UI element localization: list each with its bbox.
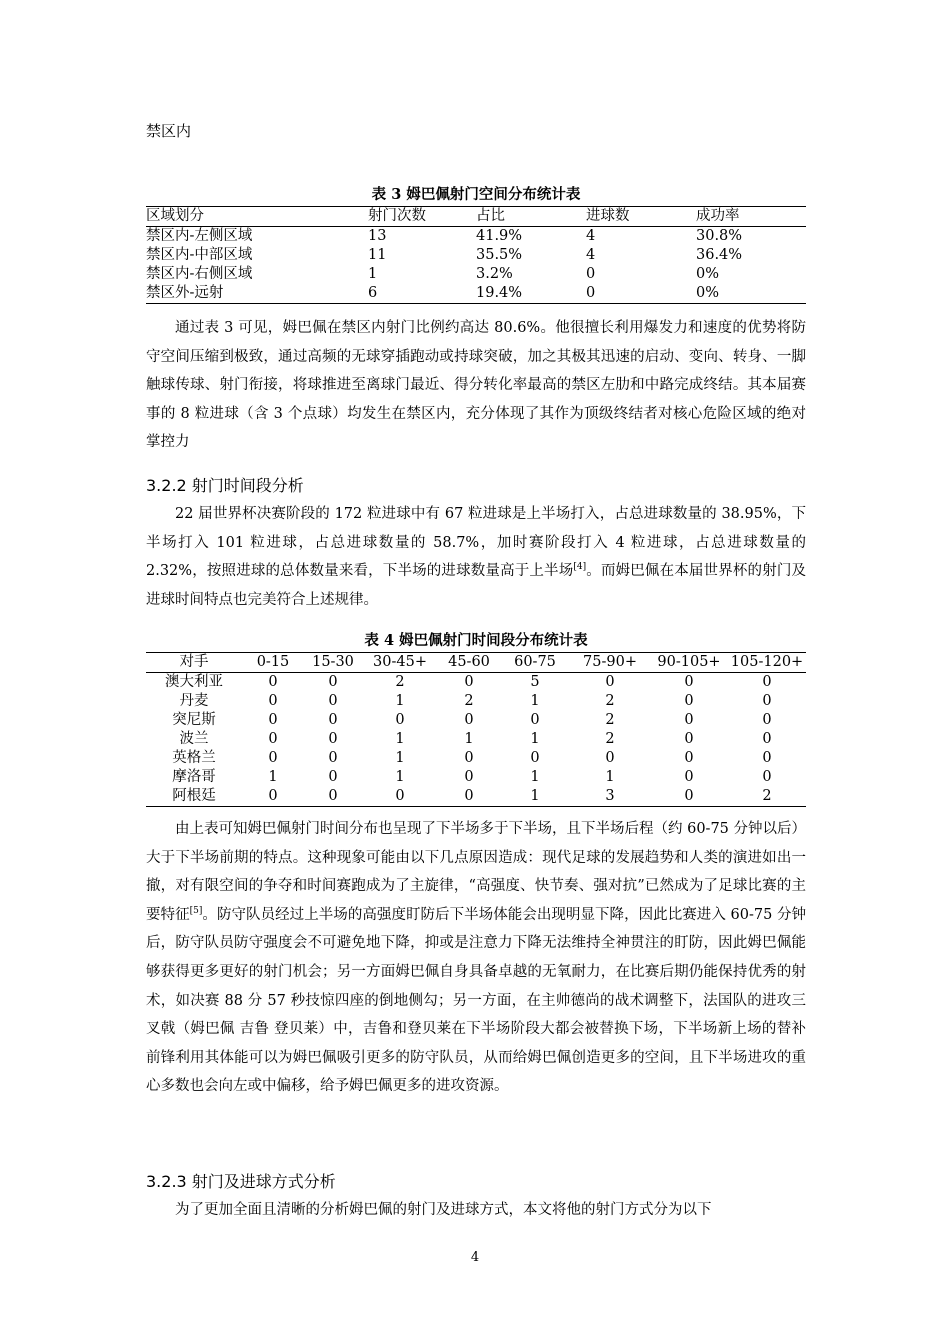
table-cell: 0	[362, 787, 438, 807]
table-cell: 禁区内-中部区域	[146, 247, 253, 263]
table-cell: 2	[605, 712, 615, 728]
table-row	[146, 227, 806, 247]
table-cell: 11	[368, 247, 387, 263]
table-cell: 0	[464, 712, 474, 728]
table-cell: 0	[438, 787, 500, 807]
table-cell: 阿根廷	[146, 787, 242, 807]
table3-caption: 表 3 姆巴佩射门空间分布统计表	[371, 186, 581, 203]
table4-header-row	[146, 653, 806, 673]
table-cell: 1	[500, 787, 570, 807]
table-cell: 0	[268, 693, 278, 709]
table-cell: 澳大利亚	[165, 674, 223, 690]
table-cell: 2	[728, 787, 806, 807]
table-cell: 摩洛哥	[172, 769, 216, 785]
table-cell: 0	[328, 712, 338, 728]
table-cell: 禁区内-右侧区域	[146, 266, 253, 282]
paragraph-3-tail: 。防守队员经过上半场的高强度盯防后下半场体能会出现明显下降，因此比赛进入 60-75 分钟后，防守队员防守强度会不可避免地下降，抑或是注意力下降无法维持全神贯注的盯防，因此姆巴佩能够获得更多更好的射门机会；另一方面姆巴佩自身具备卓越的无氧耐力，在比赛后期仍能保持优秀的射术，如决赛 88 分 57 秒技惊四座的倒地侧勾；另一方面，在主帅德尚的战术调整下，法国队的进攻三叉戟（姆巴佩 吉鲁 登贝莱）中，吉鲁和登贝莱在下半场阶段大都会被替换下场，下半场新上场的替补前锋利用其体能可以为姆巴佩吸引更多的防守队员，从而给姆巴佩创造更多的空间，且下半场进攻的重心多数也会向左或中偏移，给予姆巴佩更多的进攻资源。	[146, 906, 807, 1095]
table-cell: 41.9%	[476, 228, 523, 244]
table4-header-cell: 对手	[146, 653, 242, 673]
table-cell: 0	[684, 750, 694, 766]
table-cell: 英格兰	[172, 750, 216, 766]
table-cell: 0	[464, 674, 474, 690]
table-cell: 0	[684, 731, 694, 747]
table-cell: 0	[762, 769, 772, 785]
table-row	[146, 246, 806, 265]
table-cell: 0	[530, 712, 540, 728]
table4-header-cell: 45-60	[438, 653, 500, 673]
paragraph-2-text: 22 届世界杯决赛阶段的 172 粒进球中有 67 粒进球是上半场打入，占总进球数量的 38.95%，下半场打入 101 粒进球，占总进球数量的 58.7%，加时赛阶段打入 4 粒进球，占总进球数量的 2.32%，按照进球的总体数量来看，下半场的进球数量高于上半场	[146, 506, 806, 580]
table-cell: 2	[605, 731, 615, 747]
paragraph-4: 为了更加全面且清晰的分析姆巴佩的射门及进球方式，本文将他的射门方式分为以下	[175, 1202, 712, 1218]
table-row	[146, 284, 806, 304]
table-cell: 0	[586, 266, 596, 282]
table-cell: 0	[605, 674, 615, 690]
table-cell: 禁区外-远射	[146, 284, 368, 304]
table-cell: 5	[530, 674, 540, 690]
table4-header-cell: 15-30	[304, 653, 362, 673]
table3-header-cell: 占比	[476, 207, 586, 227]
table-cell: 0	[395, 712, 405, 728]
table-cell: 0	[268, 731, 278, 747]
table-cell: 0	[762, 712, 772, 728]
table-cell: 0	[762, 693, 772, 709]
table-cell: 0	[268, 674, 278, 690]
table-cell: 1	[395, 750, 405, 766]
paragraph-3-text: 由上表可知姆巴佩射门时间分布也呈现了下半场多于下半场，且下半场后程（约 60-75 分钟以后）大于下半场前期的特点。这种现象可能由以下几点原因造成：现代足球的发展趋势和人类的演进如出一撤，对有限空间的争夺和时间赛跑成为了主旋律，“高强度、快节奏、强对抗”已然成为了足球比赛的主要特征	[146, 821, 807, 923]
table-cell: 35.5%	[476, 247, 523, 263]
table-cell: 0	[684, 693, 694, 709]
table-cell: 0	[586, 284, 696, 304]
table4-caption: 表 4 姆巴佩射门时间段分布统计表	[364, 632, 588, 649]
table-cell: 0	[268, 750, 278, 766]
table-cell: 3.2%	[476, 266, 513, 282]
table-cell: 0	[762, 674, 772, 690]
table4-header-cell: 75-90+	[570, 653, 650, 673]
table-cell: 0	[684, 674, 694, 690]
table-cell: 0	[328, 750, 338, 766]
table4-header-cell: 105-120+	[728, 653, 806, 673]
table-cell: 1	[395, 693, 405, 709]
table-cell: 0	[762, 731, 772, 747]
table-cell: 0	[464, 769, 474, 785]
paragraph-2-tail: 。而姆巴佩在本届世界杯的射门及进球时间特点也完美符合上述规律。	[146, 563, 807, 608]
table-cell: 波兰	[179, 731, 209, 747]
table-row	[146, 749, 806, 768]
table-cell: 3	[570, 787, 650, 807]
page-number: 4	[470, 1250, 480, 1265]
table4-header-cell: 0-15	[242, 653, 304, 673]
table3-header-cell: 区域划分	[146, 207, 368, 227]
table-cell: 0	[650, 787, 728, 807]
table-cell: 0	[530, 750, 540, 766]
table-cell: 突尼斯	[172, 712, 216, 728]
table-cell: 4	[586, 228, 596, 244]
table-cell: 1	[268, 769, 278, 785]
table-cell: 6	[368, 284, 476, 304]
table-cell: 1	[530, 769, 540, 785]
table4-header-cell: 30-45+	[362, 653, 438, 673]
table-cell: 1	[530, 693, 540, 709]
table-row	[146, 768, 806, 787]
table-row	[146, 265, 806, 284]
table-cell: 0%	[696, 266, 720, 282]
table-cell: 1	[395, 731, 405, 747]
table-cell: 1	[395, 769, 405, 785]
table-cell: 4	[586, 247, 596, 263]
table-cell: 0	[268, 712, 278, 728]
table3-header-row	[146, 207, 806, 227]
table-cell: 0	[328, 674, 338, 690]
table-cell: 13	[368, 228, 387, 244]
table-cell: 0	[304, 787, 362, 807]
table-cell: 0	[328, 693, 338, 709]
table-cell: 0%	[696, 284, 806, 304]
table-cell: 30.8%	[696, 228, 743, 244]
citation-ref-5: [5]	[189, 905, 203, 916]
paragraph-3	[146, 815, 806, 1101]
table-cell: 1	[464, 731, 474, 747]
table-cell: 1	[530, 731, 540, 747]
table-row	[146, 711, 806, 730]
citation-ref-4: [4]	[573, 562, 587, 573]
table-cell: 0	[328, 769, 338, 785]
table-cell: 2	[605, 693, 615, 709]
section-heading-3-2-2: 3.2.2 射门时间段分析	[146, 476, 304, 495]
table-cell: 1	[605, 769, 615, 785]
table-cell: 0	[762, 750, 772, 766]
table4-header-cell: 90-105+	[650, 653, 728, 673]
table3-header-cell: 进球数	[586, 207, 696, 227]
paragraph-1: 通过表 3 可见，姆巴佩在禁区内射门比例约高达 80.6%。他很擅长利用爆发力和速度的优势将防守空间压缩到极致，通过高频的无球穿插跑动或持球突破，加之其极其迅速的启动、变向、转身、一脚触球传球、射门衔接，将球推进至离球门最近、得分转化率最高的禁区左肋和中路完成终结。其本届赛事的 8 粒进球（含 3 个点球）均发生在禁区内，充分体现了其作为顶级终结者对核心危险区域的绝对掌控力	[146, 320, 806, 451]
table-cell: 0	[464, 750, 474, 766]
table-row	[146, 787, 806, 807]
table4-header-cell: 60-75	[500, 653, 570, 673]
table-cell: 禁区内-左侧区域	[146, 228, 253, 244]
table-cell: 0	[242, 787, 304, 807]
table-row	[146, 730, 806, 749]
table-cell: 0	[328, 731, 338, 747]
table-cell: 1	[368, 266, 378, 282]
table-cell: 2	[464, 693, 474, 709]
paragraph-2	[146, 500, 806, 614]
table-cell: 丹麦	[179, 693, 209, 709]
table-row	[146, 673, 806, 693]
table-cell: 0	[605, 750, 615, 766]
table-cell: 19.4%	[476, 284, 586, 304]
table-cell: 0	[684, 769, 694, 785]
table-cell: 2	[395, 674, 405, 690]
table-cell: 0	[684, 712, 694, 728]
table3-header-cell: 射门次数	[368, 207, 476, 227]
table3-header-cell: 成功率	[696, 207, 806, 227]
table-cell: 36.4%	[696, 247, 743, 263]
table-row	[146, 692, 806, 711]
table3	[146, 206, 806, 304]
text-fragment: 禁区内	[146, 122, 192, 140]
section-heading-3-2-3: 3.2.3 射门及进球方式分析	[146, 1172, 336, 1191]
table4	[146, 652, 806, 807]
